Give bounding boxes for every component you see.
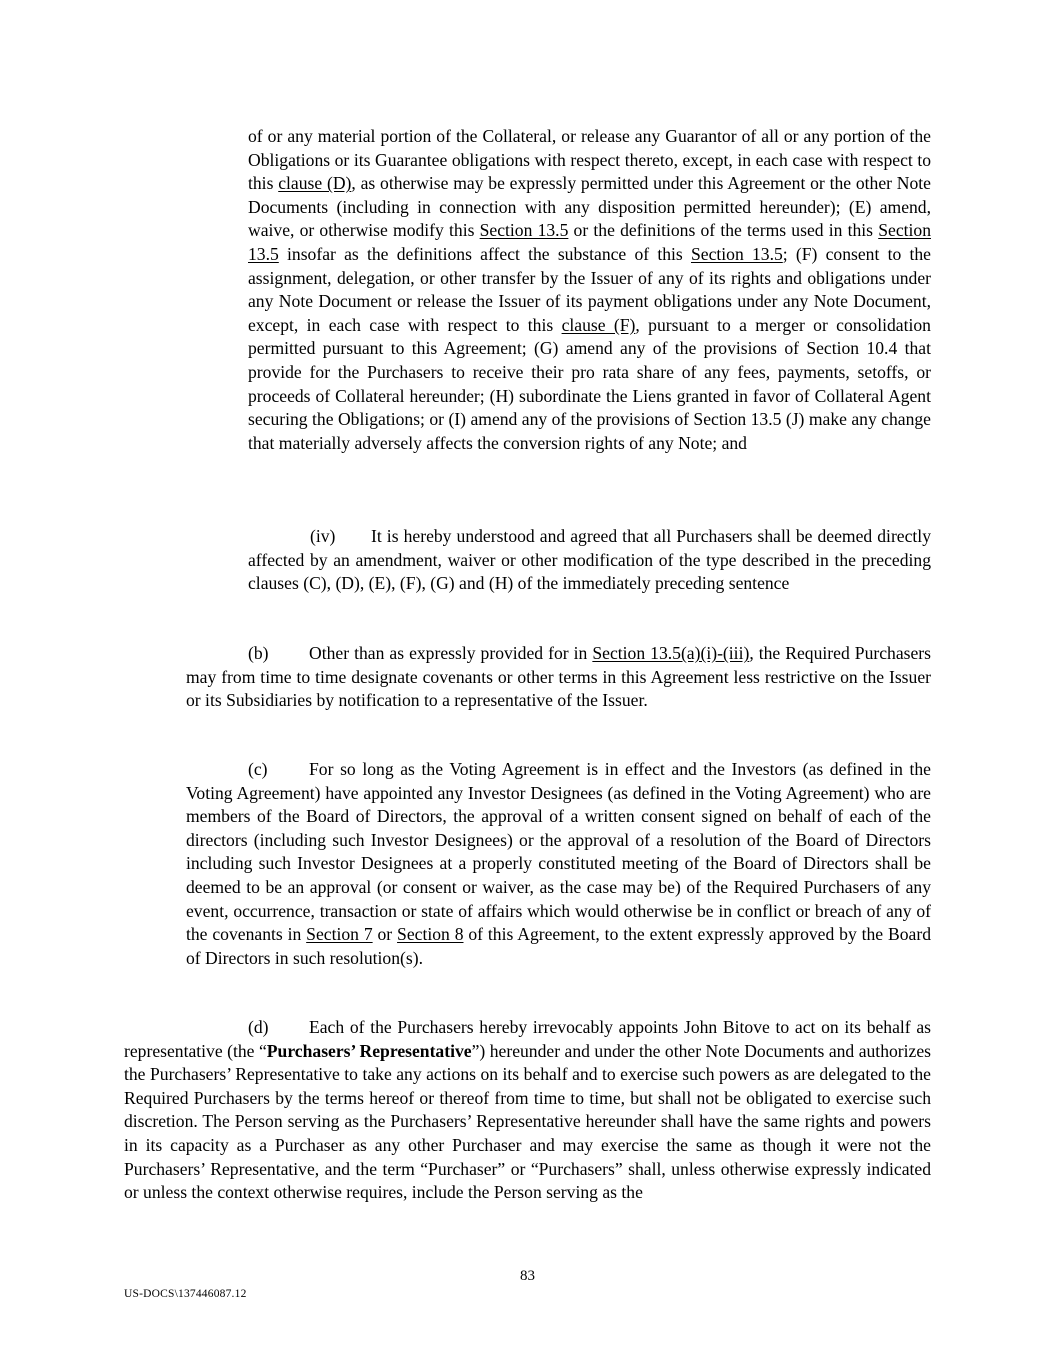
text-run: It is hereby understood and agreed that all Purchasers shall be deemed directly affected by an amendment, waiver or other modification of the type described in the preceding clauses (C), (D), (E), (F), (G) and (H) of the immediately preceding sentence (248, 526, 931, 594)
paragraph-b (186, 642, 931, 713)
cross-reference-link[interactable]: Section 7 (306, 924, 373, 945)
cross-reference-link[interactable]: Section 13.5(a)(i)-(iii) (592, 643, 750, 663)
text-run: , the Required Purchasers may from time to time designate covenants or other terms in this Agreement less restrictive on the Issuer or its Subsidiaries by notification to a representative of the Issuer. (186, 643, 931, 711)
paragraph-continuation (248, 125, 931, 455)
text-run: of this Agreement, to the extent expressly approved by the Board of Directors in such resolution(s). (186, 924, 931, 968)
cross-reference-link[interactable]: Section 13.5 (690, 243, 783, 264)
document-id: US-DOCS\137446087.12 (124, 1288, 247, 1300)
paragraph-iv (248, 525, 931, 596)
text-run: or the definitions of the terms used in this (568, 220, 879, 241)
text-run: For so long as the Voting Agreement is in effect and the Investors (as defined in the Voting Agreement) have appointed any Investor Designees (as defined in the Voting Agreement) who are members of the Board of Directors, the approval of a written consent signed on behalf of each of the directors (including such Investor Designees) or the approval of a resolution of the Board of Directors including such Investor Designees at a properly constituted meeting of the Board of Directors shall be deemed to be an approval (or consent or waiver, as the case may be) of the Required Purchasers of any event, occurrence, transaction or state of affairs which would otherwise be in conflict or breach of any of the covenants in (186, 759, 931, 945)
defined-term: Purchasers’ Representative (266, 1040, 472, 1061)
cross-reference-link[interactable]: clause (F) (561, 314, 636, 335)
clause-number: (d) (248, 1017, 269, 1037)
text-run: ; (F) consent to the assignment, delegation, or other transfer by the Issuer of any of its rights and obligations under any Note Document or release the Issuer of its payment obligations under any Note Document, except, in each case with respect to this (248, 243, 931, 335)
text-run: Each of the Purchasers hereby irrevocably appoints John Bitove to act on its behalf as representative (the “ (124, 1017, 931, 1061)
cross-reference-link[interactable]: Section 13.5 (248, 220, 931, 264)
clause-number: (b) (248, 643, 269, 663)
text-run: , pursuant to a merger or consolidation permitted pursuant to this Agreement; (G) amend any of the provisions of Section 10.4 that provide for the Purchasers to receive their pro rata share of any fees, payments, setoffs, or proceeds of Collateral hereunder; (H) subordinate the Liens granted in favor of Collateral Agent securing the Obligations; or (I) amend any of the provisions of Section 13.5 (J) make any change that materially adversely affects the conversion rights of any Note; and (248, 314, 931, 453)
text-run: of or any material portion of the Collateral, or release any Guarantor of all or any portion of the Obligations or its Guarantee obligations with respect thereto, except, in each case with respect to this (248, 126, 931, 194)
paragraph-c (186, 758, 931, 970)
cross-reference-link[interactable]: Section 13.5 (479, 220, 569, 241)
cross-reference-link[interactable]: Section 8 (397, 924, 464, 945)
text-run: or (372, 924, 398, 945)
text-run: Other than as expressly provided for in (309, 643, 593, 663)
page-number: 83 (520, 1268, 535, 1284)
paragraph-d (124, 1016, 931, 1205)
text-run: , as otherwise may be expressly permitted under this Agreement or the other Note Documents (including in connection with any disposition permitted hereunder); (E) amend, waive, or otherwise modify this (248, 173, 931, 241)
text-run: insofar as the definitions affect the substance of this (278, 243, 691, 264)
clause-number: (c) (248, 759, 268, 779)
text-run: ”) hereunder and under the other Note Documents and authorizes the Purchasers’ Representative to take any actions on its behalf and to exercise such powers as are delegated to the Required Purchasers by the terms hereof or thereof from time to time, but shall not be obligated to exercise such discretion. The Person serving as the Purchasers’ Representative hereunder shall have the same rights and powers in its capacity as a Purchaser as any other Purchaser and may exercise the same as though it were not the Purchasers’ Representative, and the term “Purchaser” or “Purchasers” shall, unless otherwise expressly indicated or unless the context otherwise requires, include the Person serving as the (124, 1040, 931, 1203)
clause-number: (iv) (310, 526, 336, 546)
cross-reference-link[interactable]: clause (D) (278, 173, 352, 194)
